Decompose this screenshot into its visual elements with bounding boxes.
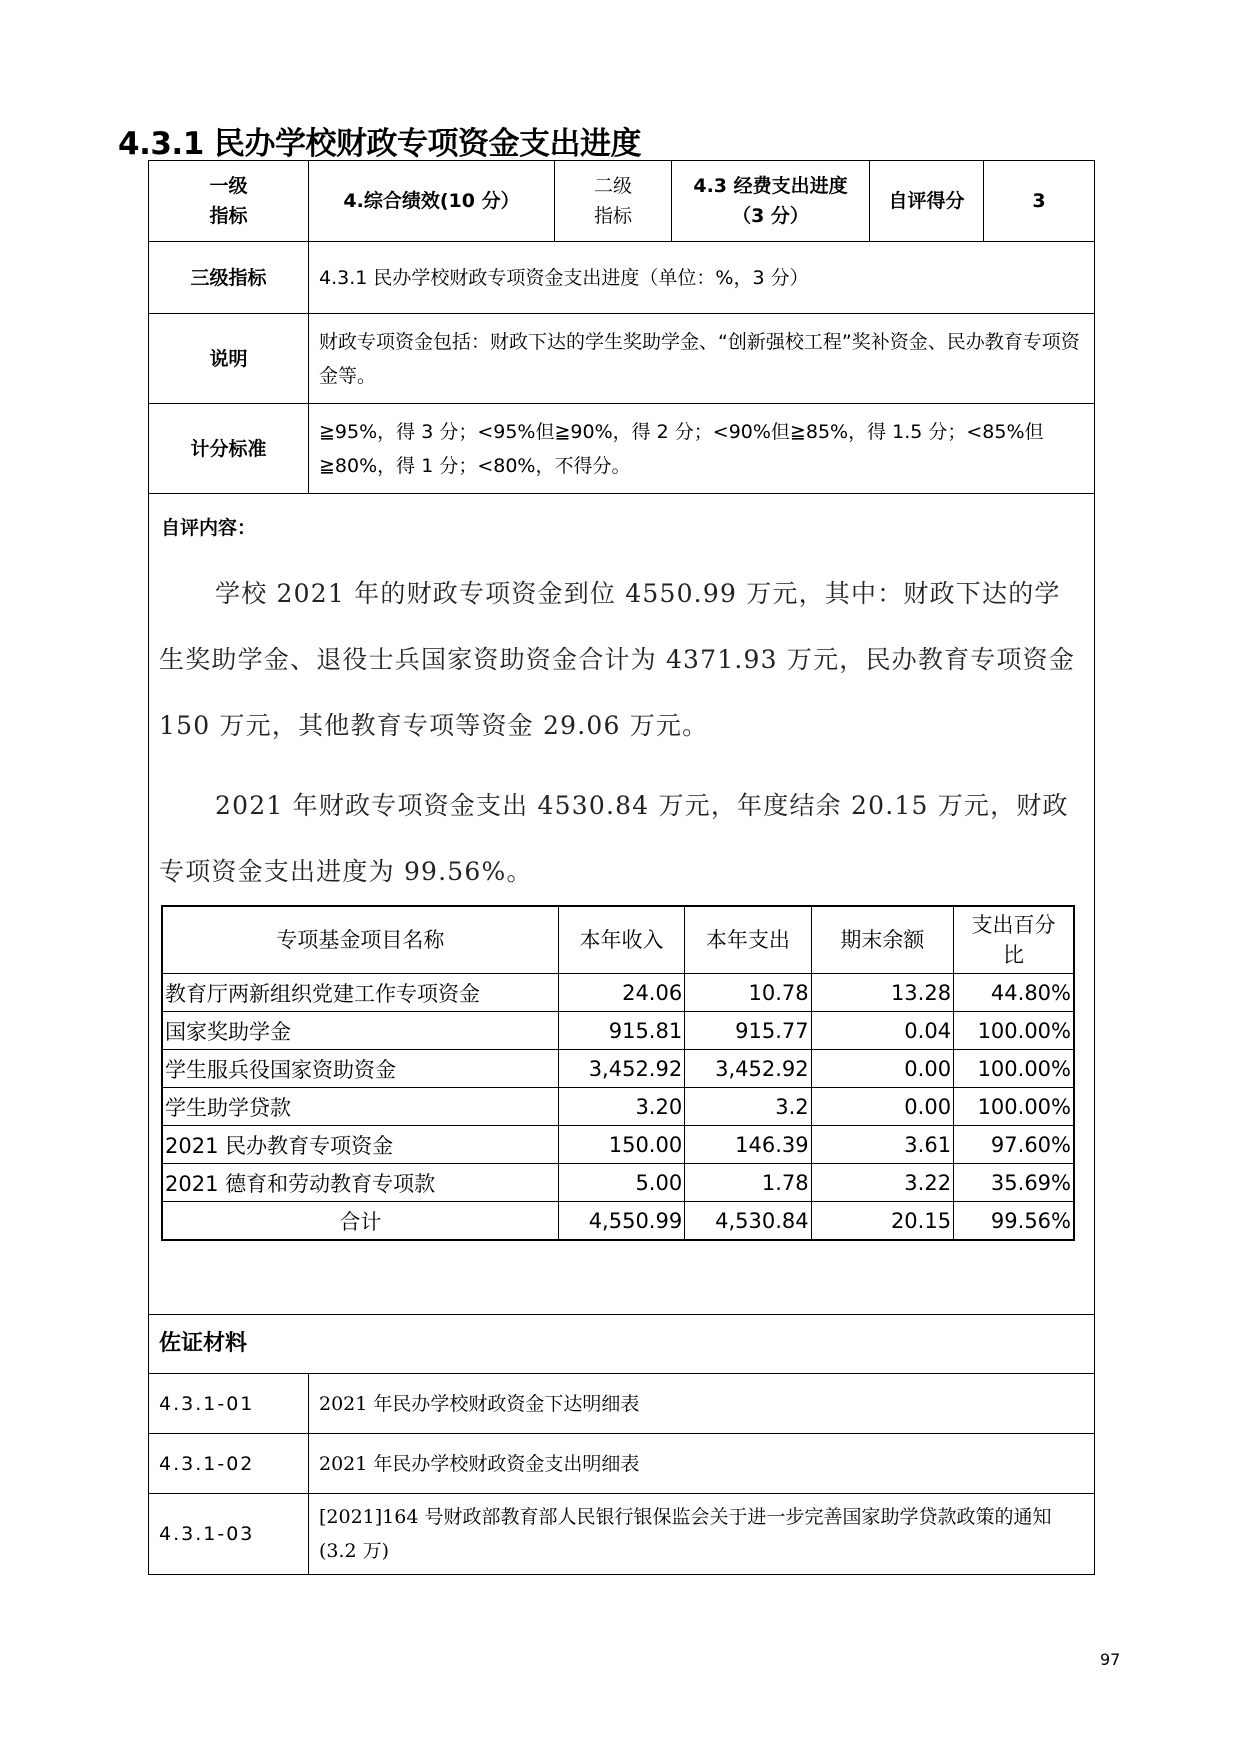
table-total-row (162, 1202, 1074, 1241)
percent-cell: 100.00% (954, 1050, 1074, 1088)
evidence-code: 4.3.1-02 (159, 1452, 255, 1475)
fund-name-cell: 教育厅两新组织党建工作专项资金 (162, 974, 558, 1012)
expense-cell: 146.39 (685, 1126, 811, 1164)
column-header-percent: 支出百分 比 (954, 906, 1074, 974)
income-cell: 5.00 (558, 1164, 684, 1202)
balance-cell: 3.22 (811, 1164, 953, 1202)
balance-cell: 0.04 (811, 1012, 953, 1050)
table-row (162, 1164, 1074, 1202)
self-eval-paragraph-1: 学校 2021 年的财政专项资金到位 4550.99 万元，其中：财政下达的学生奖助学金、退役士兵国家资助资金合计为 4371.93 万元，民办教育专项资金 150 万元，其他教育专项等资金 29.06 万元。 (159, 579, 1076, 740)
criteria-value: ≧95%，得 3 分；<95%但≧90%，得 2 分；<90%但≧85%，得 1.5 分；<85%但≧80%，得 1 分；<80%，不得分。 (319, 420, 1044, 477)
evidence-text: 2021 年民办学校财政资金下达明细表 (319, 1392, 640, 1415)
total-expense-cell: 4,530.84 (685, 1202, 811, 1241)
level2-label: 二级 指标 (593, 175, 632, 227)
percent-cell: 35.69% (954, 1164, 1074, 1202)
total-percent-cell: 99.56% (954, 1202, 1074, 1241)
percent-cell: 97.60% (954, 1126, 1074, 1164)
page-number: 97 (1100, 1650, 1121, 1669)
indicator-form (148, 160, 1095, 1575)
balance-cell: 13.28 (811, 974, 953, 1012)
income-cell: 150.00 (558, 1126, 684, 1164)
expense-cell: 1.78 (685, 1164, 811, 1202)
level3-label: 三级指标 (190, 266, 267, 289)
expense-cell: 3,452.92 (685, 1050, 811, 1088)
income-cell: 3,452.92 (558, 1050, 684, 1088)
table-row (162, 1088, 1074, 1126)
income-cell: 915.81 (558, 1012, 684, 1050)
level1-value: 4.综合绩效(10 分） (343, 190, 520, 212)
total-balance-cell: 20.15 (811, 1202, 953, 1241)
fund-name-cell: 学生服兵役国家资助资金 (162, 1050, 558, 1088)
table-row (162, 1012, 1074, 1050)
column-header-balance: 期末余额 (811, 906, 953, 974)
evidence-text: [2021]164 号财政部教育部人民银行银保监会关于进一步完善国家助学贷款政策的通知(3.2 万) (319, 1506, 1052, 1562)
table-row (162, 1126, 1074, 1164)
percent-cell: 100.00% (954, 1088, 1074, 1126)
balance-cell: 3.61 (811, 1126, 953, 1164)
balance-cell: 0.00 (811, 1088, 953, 1126)
evidence-code: 4.3.1-03 (159, 1523, 255, 1545)
self-eval-label: 自评内容： (161, 517, 257, 539)
column-header-name: 专项基金项目名称 (162, 906, 558, 974)
score-value: 3 (1032, 190, 1046, 212)
level2-value: 4.3 经费支出进度 （3 分） (693, 175, 848, 227)
expense-cell: 10.78 (685, 974, 811, 1012)
self-eval-paragraph-2: 2021 年财政专项资金支出 4530.84 万元，年度结余 20.15 万元，财政专项资金支出进度为 99.56%。 (159, 791, 1069, 886)
fund-name-cell: 2021 民办教育专项资金 (162, 1126, 558, 1164)
level3-value: 4.3.1 民办学校财政专项资金支出进度（单位：%，3 分） (319, 266, 809, 289)
evidence-code: 4.3.1-01 (159, 1392, 255, 1415)
description-label: 说明 (209, 347, 248, 370)
income-cell: 3.20 (558, 1088, 684, 1126)
percent-cell: 100.00% (954, 1012, 1074, 1050)
fund-name-cell: 2021 德育和劳动教育专项款 (162, 1164, 558, 1202)
balance-cell: 0.00 (811, 1050, 953, 1088)
evidence-text: 2021 年民办学校财政资金支出明细表 (319, 1452, 640, 1475)
income-cell: 24.06 (558, 974, 684, 1012)
table-row (162, 1050, 1074, 1088)
fund-name-cell: 国家奖助学金 (162, 1012, 558, 1050)
fund-name-cell: 学生助学贷款 (162, 1088, 558, 1126)
column-header-expense: 本年支出 (685, 906, 811, 974)
fund-table-header-row (162, 906, 1074, 974)
criteria-label: 计分标准 (190, 437, 267, 460)
expense-cell: 3.2 (685, 1088, 811, 1126)
evidence-label: 佐证材料 (159, 1331, 248, 1356)
total-label-cell: 合计 (162, 1202, 558, 1241)
column-header-income: 本年收入 (558, 906, 684, 974)
total-income-cell: 4,550.99 (558, 1202, 684, 1241)
table-row (162, 974, 1074, 1012)
percent-cell: 44.80% (954, 974, 1074, 1012)
section-title: 4.3.1 民办学校财政专项资金支出进度 (118, 126, 642, 162)
expense-cell: 915.77 (685, 1012, 811, 1050)
level1-label: 一级 指标 (209, 175, 248, 227)
score-label: 自评得分 (888, 190, 965, 212)
description-value: 财政专项资金包括：财政下达的学生奖助学金、“创新强校工程”奖补资金、民办教育专项资金等。 (319, 330, 1080, 387)
fund-table (161, 905, 1075, 1241)
